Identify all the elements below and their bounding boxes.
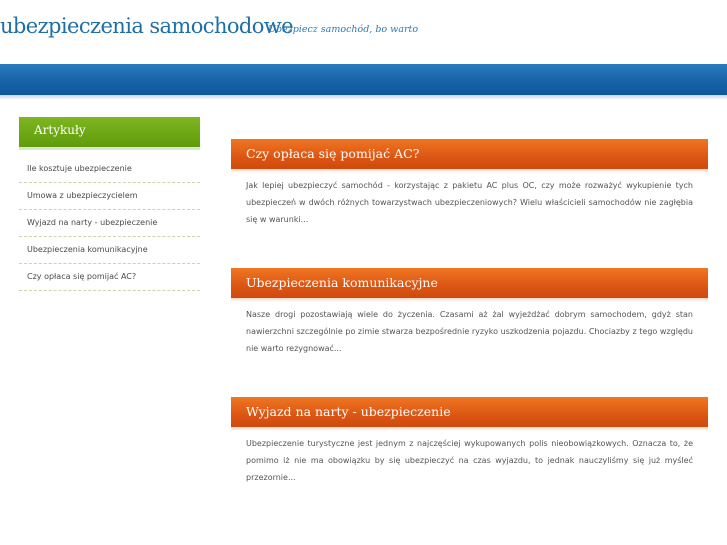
- sidebar-list: [19, 156, 200, 291]
- article-title[interactable]: Wyjazd na narty - ubezpieczenie: [246, 404, 451, 419]
- site-header: [0, 0, 727, 64]
- sidebar-item-umowa[interactable]: Umowa z ubezpieczycielem: [19, 183, 200, 210]
- sidebar-item-ubezpieczenia-komunikacyjne[interactable]: Ubezpieczenia komunikacyjne: [19, 237, 200, 264]
- article-card: [231, 139, 708, 228]
- sidebar-heading: [19, 117, 200, 150]
- site-title[interactable]: ubezpieczenia samochodowe: [0, 14, 294, 38]
- sidebar-item-ile-kosztuje[interactable]: Ile kosztuje ubezpieczenie: [19, 156, 200, 183]
- article-title-bar: [231, 397, 708, 427]
- article-excerpt: Ubezpieczenie turystyczne jest jednym z najczęściej wykupowanych polis nieobowiązkowych. Oznacza to, że pomimo iż nie ma obowiązku by się ubezpieczyć na czas wyjazdu, to jednak nauczyliśmy się już myśleć przezornie...: [246, 439, 693, 482]
- article-title[interactable]: Czy opłaca się pomijać AC?: [246, 146, 420, 161]
- article-title-bar: [231, 139, 708, 169]
- site-tagline: Ubezpiecz samochód, bo warto: [268, 24, 419, 35]
- article-title-bar: [231, 268, 708, 298]
- article-excerpt: Nasze drogi pozostawiają wiele do życzenia. Czasami aż żal wyjeżdżać dobrym samochodem, gdyż stan nawierzchni szczególnie po zimie stwarza bezpośrednie ryzyko uszkodzenia pojazdu. Chociazby z tego względu nie warto rezygnować...: [246, 310, 693, 353]
- sidebar-item-wyjazd-na-narty[interactable]: Wyjazd na narty - ubezpieczenie: [19, 210, 200, 237]
- navigation-bar: [0, 64, 727, 95]
- sidebar-heading-label: Artykuły: [34, 123, 86, 137]
- sidebar-item-pomijac-ac[interactable]: Czy opłaca się pomijać AC?: [19, 264, 200, 291]
- sidebar: [19, 117, 200, 291]
- article-card: [231, 268, 708, 357]
- article-card: [231, 397, 708, 486]
- navigation-bar-shadow: [0, 95, 727, 100]
- article-title[interactable]: Ubezpieczenia komunikacyjne: [246, 275, 438, 290]
- article-excerpt: Jak lepiej ubezpieczyć samochód - korzystając z pakietu AC plus OC, czy może rozważyć wykupienie tych ubezpieczeń w dwóch różnych towarzystwach ubezpieczeniowych? Wielu właścicieli samochodów nie zagłębia się w warunki...: [246, 181, 693, 224]
